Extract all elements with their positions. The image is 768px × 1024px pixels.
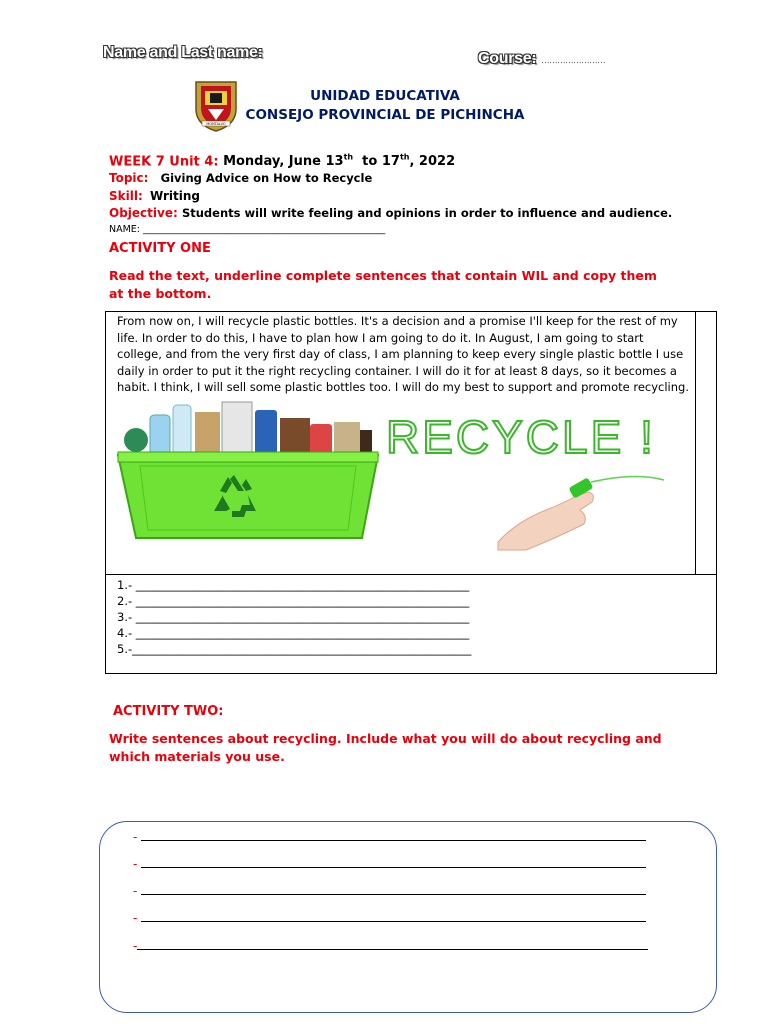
skill-value: Writing [149,189,200,203]
answer-line-2[interactable]: 2.- __________________________________________________________ [117,594,470,608]
box-divider [695,311,696,575]
recycle-bin-image [110,400,385,550]
answer-line-3[interactable]: 3.- __________________________________________________________ [117,610,470,624]
writing-line-5[interactable]: - [133,939,648,953]
activity-one-instruction: Read the text, underline complete sentences that contain WIL and copy them at the bottom. [109,268,657,301]
objective-line [109,206,672,220]
skill-label: Skill: [109,189,143,203]
answer-line-4[interactable]: 4.- __________________________________________________________ [117,626,470,640]
writing-line-2[interactable]: - [133,857,646,871]
school-line-1: UNIDAD EDUCATIVA [310,88,460,104]
course-label: Course: [478,50,537,67]
writing-line-1[interactable]: - [133,830,646,844]
answer-lines [117,577,471,657]
crest-ribbon-text: MONTALVO [206,122,226,127]
objective-value: Students will write feeling and opinions in order to influence and audience. [181,206,673,220]
week-line [109,153,455,169]
writing-line-4[interactable]: - [133,911,646,925]
reading-text: From now on, I will recycle plastic bottles. It's a decision and a promise I'll keep for the rest of my life. In order to do this, I have to plan how I am going to do it. In August, I am going to start college, and from the very first day of class, I am planning to keep every single plastic bottle I use daily in order to put it the right recycling container. I will do it for at least 8 days, so it becomes a habit. I think, I will sell some plastic bottles too. I will do my best to support and promote recycling. [117,314,689,394]
school-crest-icon [192,79,240,133]
school-line-2: CONSEJO PROVINCIAL DE PICHINCHA [245,107,525,123]
objective-label: Objective: [109,206,178,220]
activity-two-title: ACTIVITY TWO: [113,704,224,719]
writing-line-3[interactable]: - [133,884,646,898]
name-label: Name and Last name: [103,44,263,61]
answer-line-1[interactable]: 1.- __________________________________________________________ [117,578,470,592]
activity-two-instruction: Write sentences about recycling. Include what you will do about recycling and which materials you use. [109,731,662,764]
topic-value: Giving Advice on How to Recycle [160,171,373,185]
school-name [240,87,530,125]
course-dots: …………………… [540,55,605,65]
box-rule [105,574,717,575]
course-field [478,50,605,68]
week-label: WEEK 7 Unit 4: [109,154,219,170]
activity-one-title: ACTIVITY ONE [109,241,211,256]
hand-marker-icon [496,472,666,552]
week-date: Monday, June 13th to 17th, 2022 [223,153,456,170]
answer-line-5[interactable]: 5.-___________________________________________________________ [117,642,472,656]
recycle-word: RECYCLE ! [386,411,656,463]
recycle-word-image [386,410,691,560]
topic-line [109,171,372,185]
skill-line [109,189,200,203]
student-name-field[interactable]: NAME: ___________________________________________________ [109,224,386,235]
topic-label: Topic: [109,171,149,185]
